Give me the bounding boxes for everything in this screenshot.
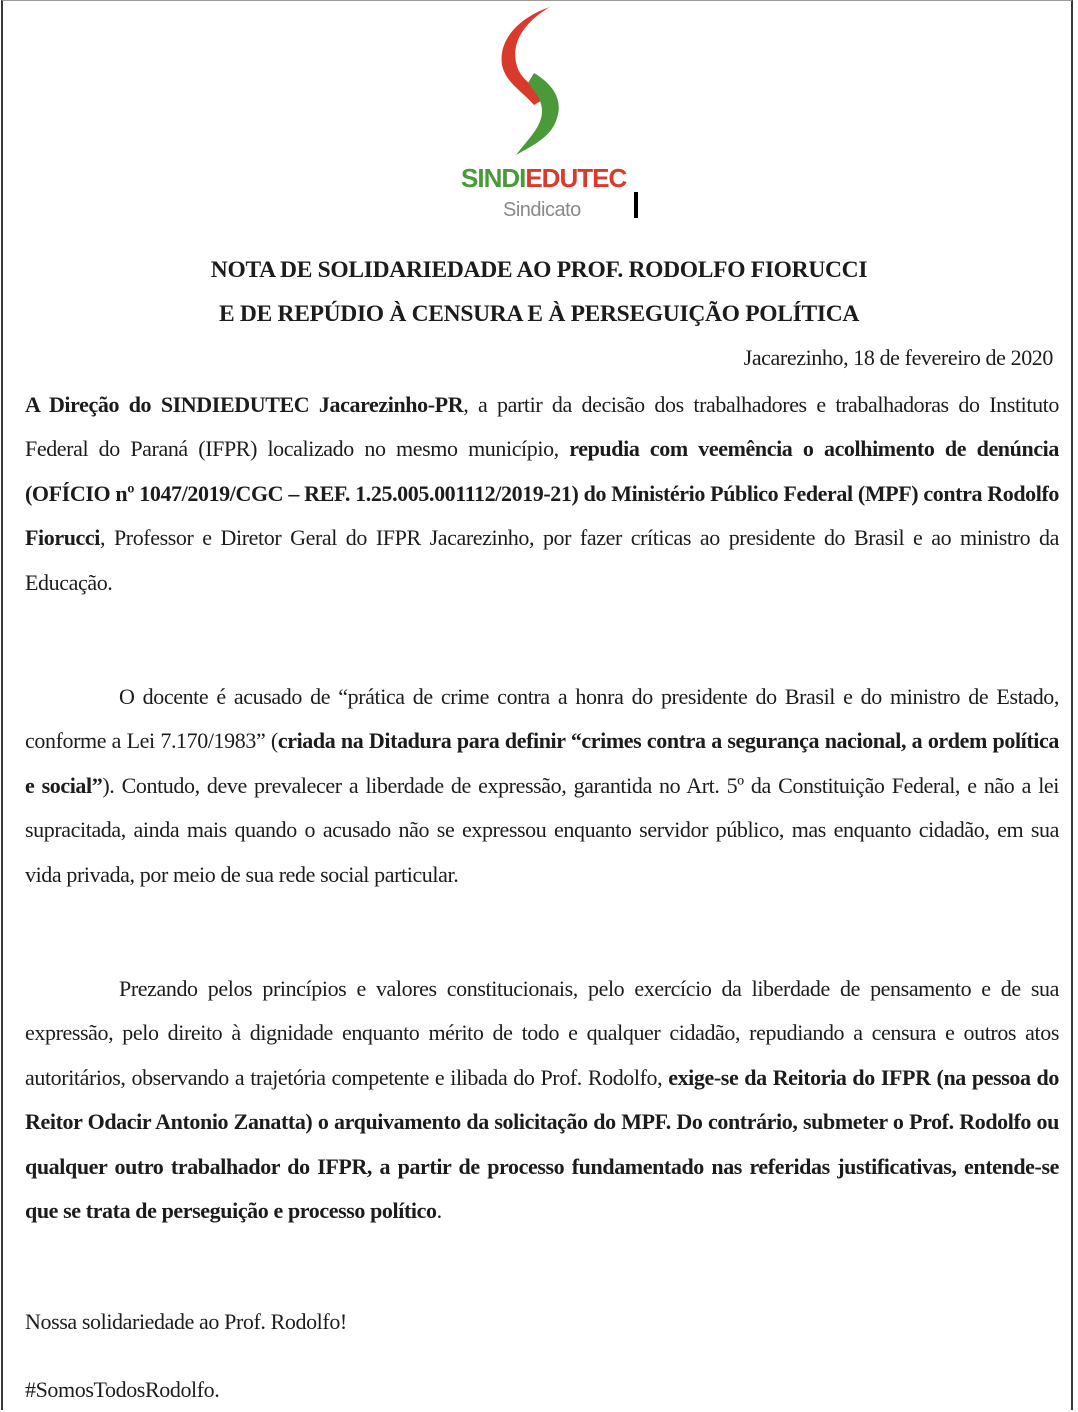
logo-subtitle: Sindicato	[503, 199, 581, 221]
document-page	[1, 0, 1073, 1410]
title-line-2: E DE REPÚDIO À CENSURA E À PERSEGUIÇÃO POLÍTICA	[218, 301, 860, 327]
title-line-1: NOTA DE SOLIDARIEDADE AO PROF. RODOLFO FIORUCCI	[210, 257, 868, 283]
closing-line: Nossa solidariedade ao Prof. Rodolfo!	[25, 1309, 347, 1334]
logo-name: SINDIEDUTEC	[461, 163, 627, 193]
sindiedutec-logo	[458, 3, 648, 225]
paragraph-1: A Direção do SINDIEDUTEC Jacarezinho-PR, a partir da decisão dos trabalhadores e trabalhadoras do Instituto Federal do Paraná (IFPR) localizado no mesmo município, repudia com veemência o acolhimento de denúncia (OFÍCIO nº 1047/2019/CGC – REF. 1.25.005.001112/2019-21) do Ministério Público Federal (MPF) contra Rodolfo Fiorucci, Professor e Diretor Geral do IFPR Jacarezinho, por fazer críticas ao presidente do Brasil e ao ministro da Educação.	[25, 392, 1059, 595]
logo-swoosh-icon	[498, 3, 568, 158]
hashtag: #SomosTodosRodolfo.	[25, 1377, 220, 1402]
paragraph-2: O docente é acusado de “prática de crime contra a honra do presidente do Brasil e do ministro de Estado, conforme a Lei 7.170/1983” (criada na Ditadura para definir “crimes contra a segurança nacional, a ordem política e social”). Contudo, deve prevalecer a liberdade de expressão, garantida no Art. 5º da Constituição Federal, e não a lei supracitada, ainda mais quando o acusado não se expressou enquanto servidor público, mas enquanto cidadão, em sua vida privada, por meio de sua rede social particular.	[25, 684, 1059, 887]
document-date: Jacarezinho, 18 de fevereiro de 2020	[743, 345, 1053, 370]
text-cursor	[634, 192, 638, 218]
paragraph-3: Prezando pelos princípios e valores constitucionais, pelo exercício da liberdade de pensamento e de sua expressão, pelo direito à dignidade enquanto mérito de todo e qualquer cidadão, repudiando a censura e outros atos autoritários, observando a trajetória competente e ilibada do Prof. Rodolfo, exige-se da Reitoria do IFPR (na pessoa do Reitor Odacir Antonio Zanatta) o arquivamento da solicitação do MPF. Do contrário, submeter o Prof. Rodolfo ou qualquer outro trabalhador do IFPR, a partir de processo fundamentado nas referidas justificativas, entende-se que se trata de perseguição e processo político.	[25, 976, 1059, 1224]
